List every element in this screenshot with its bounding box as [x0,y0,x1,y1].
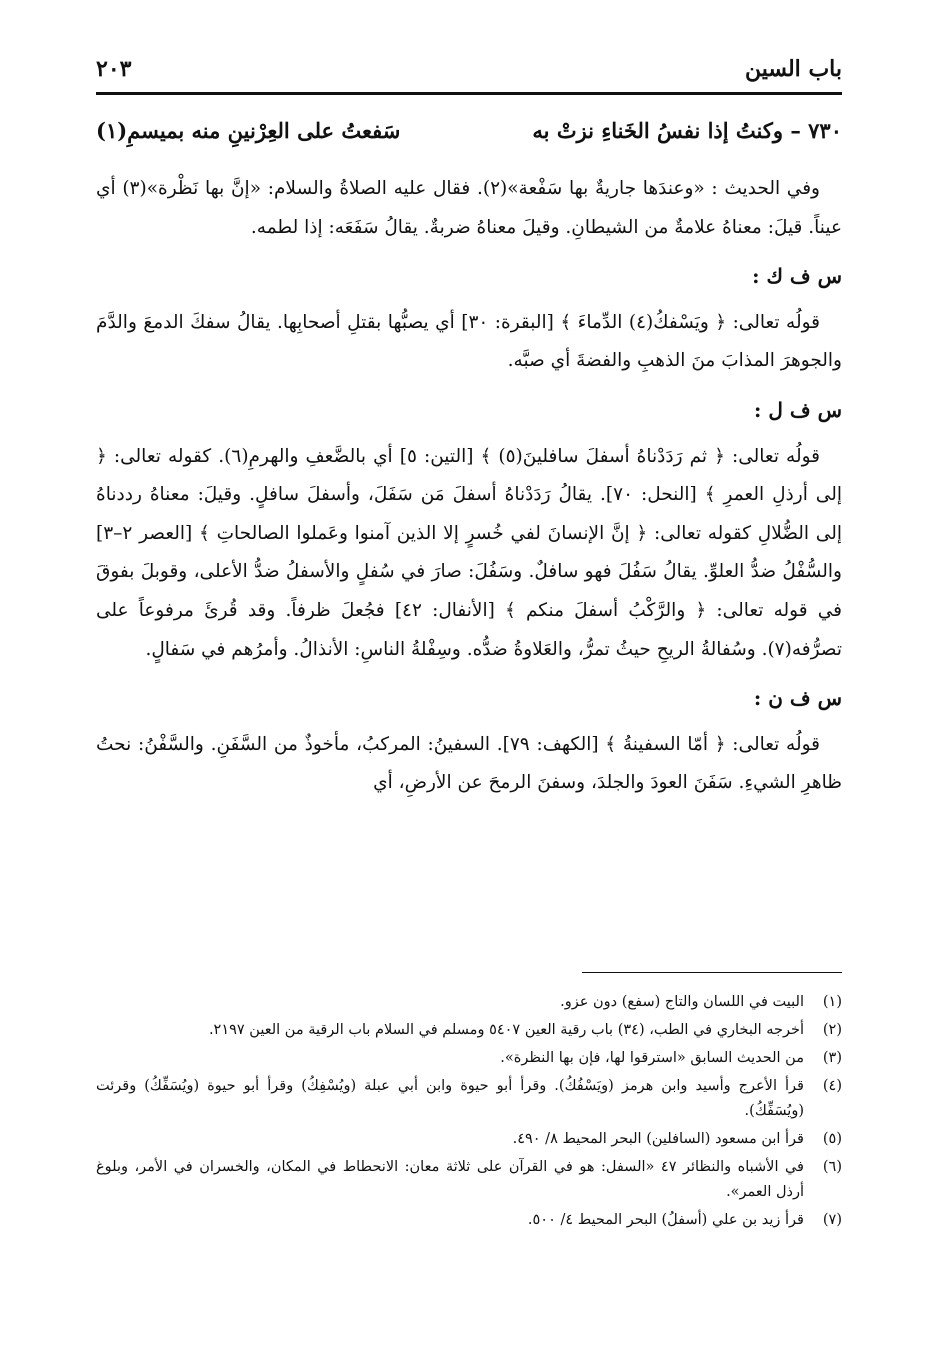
footnote-item [96,1018,842,1043]
section-heading-sin-fa-kaf: س ف ك : [752,264,842,289]
footnote-text: قرأ زيد بن علي (أسفلُ) البحر المحيط ٤/ ٥٠٠. [527,1212,804,1228]
page-number: ٢٠٣ [96,56,132,82]
paragraph-safk: قولُه تعالى: ﴿ ويَسْفكُ(٤) الدِّماءَ ﴾ [البقرة: ٣٠] أي يصبُّها بقتلِ أصحابِها. يقالُ سفكَ الدمعَ والدَّمَ والجوهرَ المذابَ منَ الذهبِ والفضةَ أي صبَّه. [96,311,842,372]
footnote-text: البيت في اللسان والتاج (سفع) دون عزو. [560,994,804,1010]
footnote-divider [582,972,842,973]
footnote-text: قرأ الأعرج وأسيد وابن هرمز (ويَسْفُكُ). وقرأ أبو حيوة وابن أبي عبلة (ويُسْفِكُ) وقرأ أبو حيوة (ويُسَفِّكُ) وقرئت (ويُسَفِّكُ). [96,1078,804,1119]
footnote-item [96,1074,842,1124]
footnotes [96,990,842,1236]
section-heading-sin-fa-lam: س ف ل : [754,397,842,422]
footnote-item [96,1046,842,1071]
footnote-item [96,1208,842,1233]
chapter-title: باب السين [744,56,842,82]
footnote-number: (٧) [822,1212,842,1228]
footnote-item [96,990,842,1015]
paragraph-safn: قولُه تعالى: ﴿ أمّا السفينةُ ﴾ [الكهف: ٧٩]. السفينُ: المركبُ، مأخوذٌ من السَّفَنِ. والسَّفْنُ: نحتُ ظاهرِ الشيءِ. سَفَنَ العودَ والجلدَ، وسفنَ الرمحَ عن الأرضِ، أي [96,733,842,794]
footnote-number: (٢) [822,1022,842,1038]
verse-first-hemistich: ٧٣٠ – وكنتُ إذا نفسُ الخَناءِ نزتْ به [532,118,842,143]
paragraph-safl: قولُه تعالى: ﴿ ثم رَدَدْناهُ أسفلَ سافلينَ(٥) ﴾ [التين: ٥] أي بالضَّعفِ والهرمِ(٦). كقوله تعالى: ﴿ إلى أرذلِ العمرِ ﴾ [النحل: ٧٠]. يقالُ رَدَدْناهُ أسفلَ مَن سَفَلَ، وأسفلَ سافلٍ. وقيلَ: معناهُ رددناهُ إلى الضُّلالِ كقوله تعالى: ﴿ إنَّ الإنسانَ لفي خُسرٍ إلا الذين آمنوا وعَملوا الصالحاتِ ﴾ [العصر ٢–٣] والسُّفْلُ ضدُّ العلوِّ. يقالُ سَفُلَ فهو سافلٌ. وسَفُلَ: صارَ في سُفلٍ والأسفلُ ضدُّ الأعلى، وقوبلَ بفوقَ في قوله تعالى: ﴿ والرَّكْبُ أسفلَ منكم ﴾ [الأنفال: ٤٢] فجُعلَ ظرفاً. وقد قُرئَ مرفوعاً على تصرُّفه(٧). وسُفالةُ الريحِ حيثُ تمرُّ، والعَلاوةُ ضدُّه. وسِفْلةُ الناسِ: الأنذالُ. وأمرُهم في سَفالٍ. [96,445,843,660]
footnote-text: من الحديث السابق «استرقوا لها، فإن بها النظرة». [500,1050,804,1066]
paragraph-hadith: وفي الحديث : «وعندَها جاريةٌ بها سَفْعة»(٢). فقال عليه الصلاةُ والسلام: «إنَّ بها نَظْرة»(٣) أي عيناً. قيلَ: معناهُ علامةٌ من الشيطانِ. وقيلَ معناهُ ضربةٌ. يقالُ سَفَعَه: إذا لطمه. [96,178,842,238]
footnote-number: (١) [822,994,842,1010]
poetry-verse [96,118,842,158]
section-heading-sin-fa-nun: س ف ن : [753,686,842,711]
footnote-number: (٤) [822,1078,842,1094]
verse-second-hemistich: سَفعتُ على العِرْنينِ منه بميسمِ(١) [96,118,401,143]
footnote-text: قرأ ابن مسعود (السافلين) البحر المحيط ٨/ ٤٩٠. [512,1131,804,1147]
footnote-number: (٣) [822,1050,842,1066]
main-text [96,170,842,803]
footnote-text: أخرجه البخاري في الطب، (٣٤) باب رقية العين ٥٤٠٧ ومسلم في السلام باب الرقية من العين ٢١٩٧. [208,1022,804,1038]
running-header [96,52,842,95]
footnote-text: في الأشباه والنظائر ٤٧ «السفل: هو في القرآن على ثلاثة معان: الانحطاط في المكان، والخسران في الأمر، وبلوغ أرذل العمر». [96,1159,804,1200]
footnote-item [96,1155,842,1205]
footnote-number: (٥) [822,1131,842,1147]
footnote-item [96,1127,842,1152]
footnote-number: (٦) [822,1159,842,1175]
